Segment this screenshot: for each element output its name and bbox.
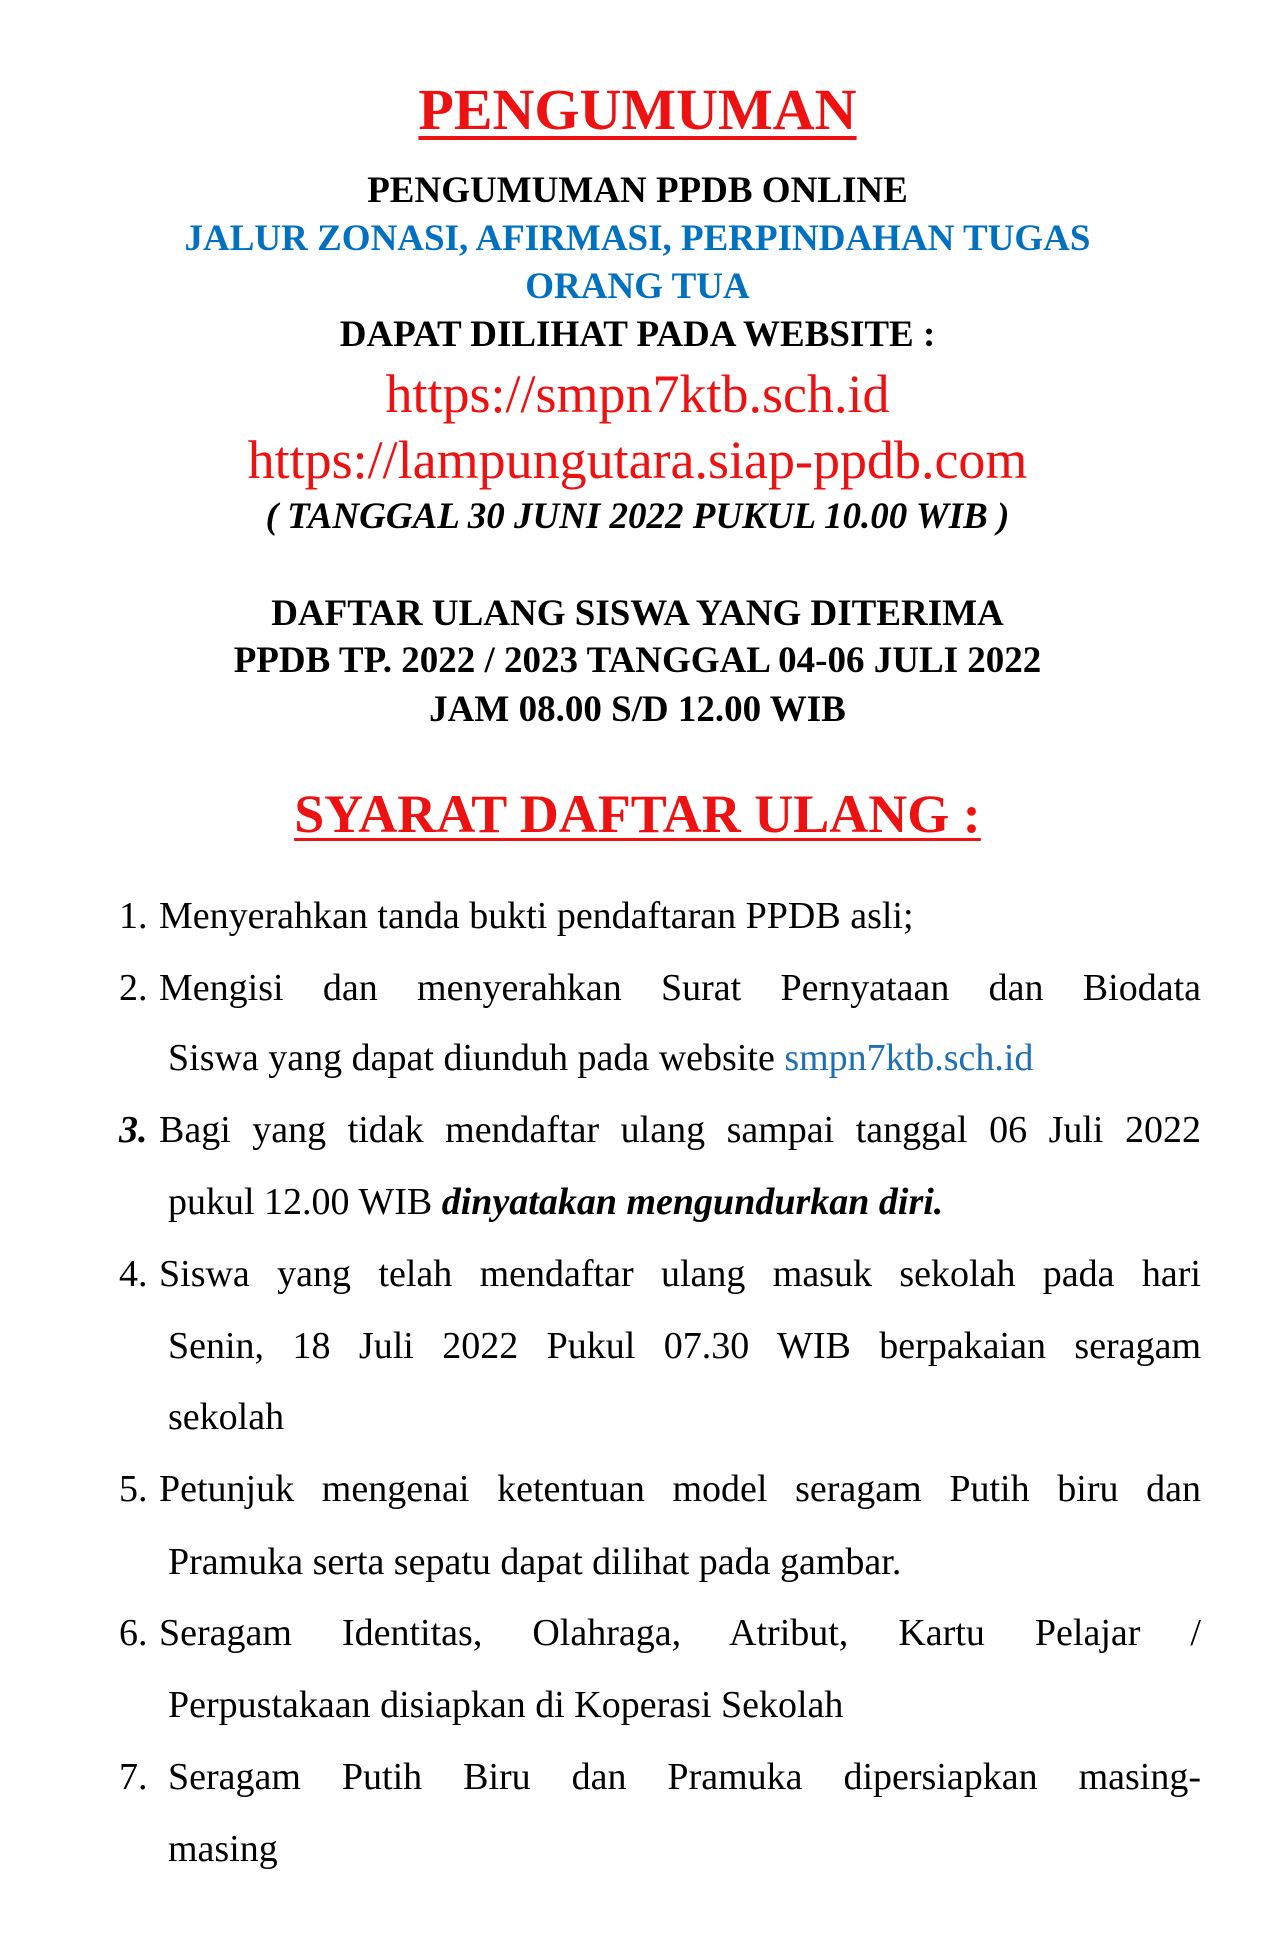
list-item: Mengisi dan menyerahkan Surat Pernyataan dan Biodata	[159, 967, 1201, 1009]
list-number: 1.	[119, 895, 148, 937]
requirements-title: SYARAT DAFTAR ULANG :	[294, 784, 981, 844]
website-link-school[interactable]: https://smpn7ktb.sch.id	[385, 364, 890, 424]
list-number: 3.	[119, 1109, 148, 1151]
emphasis-text: dinyatakan mengundurkan diri.	[441, 1181, 944, 1223]
list-item-cont: masing	[168, 1828, 278, 1870]
list-item: Petunjuk mengenai ketentuan model seragam Putih biru dan	[159, 1468, 1201, 1510]
list-number: 4.	[119, 1253, 148, 1295]
page-title: PENGUMUMAN	[418, 77, 857, 142]
list-item: Seragam Putih Biru dan Pramuka dipersiapkan masing-	[168, 1756, 1201, 1798]
announcement-routes: JALUR ZONASI, AFIRMASI, PERPINDAHAN TUGAS	[184, 218, 1091, 259]
announcement-heading: PENGUMUMAN PPDB ONLINE	[367, 170, 908, 211]
list-number: 2.	[119, 967, 148, 1009]
website-link[interactable]: smpn7ktb.sch.id	[784, 1037, 1034, 1079]
website-link-ppdb[interactable]: https://lampungutara.siap-ppdb.com	[247, 430, 1028, 490]
reregistration-line-2: PPDB TP. 2022 / 2023 TANGGAL 04-06 JULI 2022	[233, 640, 1042, 681]
list-number: 6.	[119, 1612, 148, 1654]
reregistration-line-1: DAFTAR ULANG SISWA YANG DITERIMA	[271, 593, 1004, 634]
list-number: 5.	[119, 1468, 148, 1510]
list-item-cont: Senin, 18 Juli 2022 Pukul 07.30 WIB berpakaian seragam	[168, 1325, 1201, 1367]
reregistration-line-3: JAM 08.00 S/D 12.00 WIB	[429, 689, 846, 730]
list-item-cont: pukul 12.00 WIB dinyatakan mengundurkan diri.	[168, 1181, 944, 1223]
list-number: 7.	[119, 1756, 148, 1798]
list-item: Bagi yang tidak mendaftar ulang sampai tanggal 06 Juli 2022	[159, 1109, 1201, 1151]
list-item-cont: Pramuka serta sepatu dapat dilihat pada gambar.	[168, 1541, 902, 1583]
list-item: Seragam Identitas, Olahraga, Atribut, Kartu Pelajar /	[159, 1612, 1201, 1654]
list-item: Menyerahkan tanda bukti pendaftaran PPDB asli;	[159, 895, 914, 937]
list-item-cont: sekolah	[168, 1396, 285, 1438]
website-label: DAPAT DILIHAT PADA WEBSITE :	[339, 314, 936, 355]
list-item-cont: Siswa yang dapat diunduh pada website smpn7ktb.sch.id	[168, 1037, 1034, 1079]
list-item: Siswa yang telah mendaftar ulang masuk sekolah pada hari	[159, 1253, 1201, 1295]
list-item-cont: Perpustakaan disiapkan di Koperasi Sekolah	[168, 1684, 844, 1726]
announcement-date: ( TANGGAL 30 JUNI 2022 PUKUL 10.00 WIB )	[265, 496, 1010, 537]
announcement-routes-cont: ORANG TUA	[525, 266, 750, 307]
